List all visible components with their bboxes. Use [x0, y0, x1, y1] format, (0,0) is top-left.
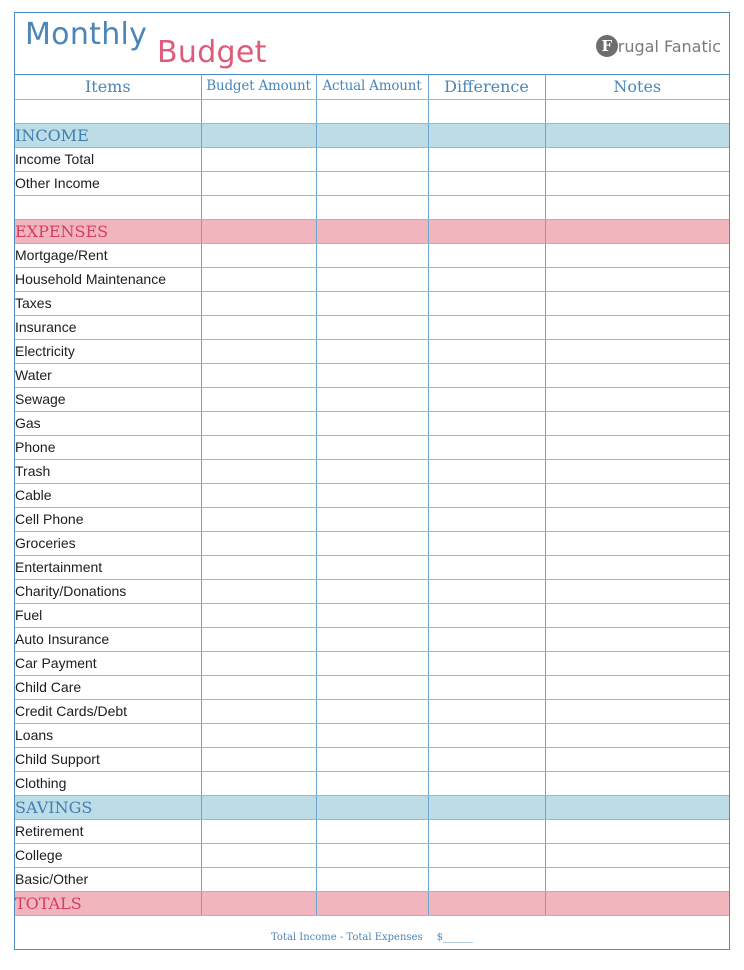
entry-cell[interactable]: [201, 843, 316, 867]
entry-cell[interactable]: [201, 891, 316, 915]
entry-cell[interactable]: [428, 459, 545, 483]
entry-cell[interactable]: [316, 315, 428, 339]
entry-cell[interactable]: [545, 363, 729, 387]
entry-cell[interactable]: [201, 627, 316, 651]
entry-cell[interactable]: [316, 459, 428, 483]
table-row: [15, 387, 729, 411]
entry-cell[interactable]: [316, 99, 428, 123]
entry-cell[interactable]: [201, 219, 316, 243]
table-row: [15, 819, 729, 843]
title-monthly: Monthly: [25, 17, 148, 52]
entry-cell[interactable]: [428, 243, 545, 267]
entry-cell[interactable]: [316, 531, 428, 555]
entry-cell[interactable]: [428, 699, 545, 723]
entry-cell[interactable]: [316, 507, 428, 531]
entry-cell[interactable]: [201, 411, 316, 435]
entry-cell[interactable]: [201, 603, 316, 627]
savings-section-row: [15, 795, 729, 819]
entry-cell[interactable]: [201, 387, 316, 411]
entry-cell[interactable]: [428, 723, 545, 747]
entry-cell[interactable]: [201, 507, 316, 531]
column-header-notes: Notes: [545, 74, 729, 99]
entry-cell[interactable]: [428, 747, 545, 771]
entry-cell[interactable]: [201, 147, 316, 171]
entry-cell[interactable]: [316, 819, 428, 843]
entry-cell[interactable]: [428, 291, 545, 315]
entry-cell[interactable]: [428, 891, 545, 915]
entry-cell[interactable]: [428, 819, 545, 843]
income-section-label: INCOME: [15, 123, 201, 147]
entry-cell[interactable]: [545, 723, 729, 747]
income-section-row: [15, 123, 729, 147]
entry-cell[interactable]: [201, 243, 316, 267]
entry-cell[interactable]: [201, 267, 316, 291]
entry-cell[interactable]: [316, 387, 428, 411]
item-label: College: [15, 843, 201, 867]
entry-cell[interactable]: [545, 219, 729, 243]
entry-cell[interactable]: [201, 483, 316, 507]
entry-cell[interactable]: [201, 195, 316, 219]
entry-cell[interactable]: [545, 867, 729, 891]
entry-cell[interactable]: [428, 147, 545, 171]
entry-cell[interactable]: [545, 459, 729, 483]
entry-cell[interactable]: [545, 387, 729, 411]
entry-cell[interactable]: [201, 867, 316, 891]
entry-cell[interactable]: [316, 363, 428, 387]
table-row: [15, 267, 729, 291]
column-header-items: Items: [15, 74, 201, 99]
entry-cell[interactable]: [545, 795, 729, 819]
item-label: Mortgage/Rent: [15, 243, 201, 267]
entry-cell[interactable]: [316, 771, 428, 795]
item-label: Other Income: [15, 171, 201, 195]
table-row: [15, 771, 729, 795]
item-label: Entertainment: [15, 555, 201, 579]
entry-cell[interactable]: [545, 507, 729, 531]
entry-cell[interactable]: [201, 651, 316, 675]
entry-cell[interactable]: [201, 291, 316, 315]
entry-cell[interactable]: [316, 699, 428, 723]
entry-cell[interactable]: [316, 627, 428, 651]
entry-cell[interactable]: [316, 171, 428, 195]
column-header-row: [15, 74, 729, 99]
item-label: Car Payment: [15, 651, 201, 675]
entry-cell[interactable]: [428, 171, 545, 195]
item-label: Phone: [15, 435, 201, 459]
item-label: Basic/Other: [15, 867, 201, 891]
entry-cell[interactable]: [428, 315, 545, 339]
entry-cell[interactable]: [545, 843, 729, 867]
table-row: [15, 435, 729, 459]
entry-cell[interactable]: [316, 267, 428, 291]
entry-cell[interactable]: [201, 531, 316, 555]
footer-formula: Total Income - Total Expenses: [271, 932, 423, 943]
column-header-difference: Difference: [428, 74, 545, 99]
entry-cell[interactable]: [316, 747, 428, 771]
entry-cell[interactable]: [428, 435, 545, 459]
entry-cell[interactable]: [201, 771, 316, 795]
entry-cell[interactable]: [428, 219, 545, 243]
table-row: [15, 579, 729, 603]
totals-section-label: TOTALS: [15, 891, 201, 915]
entry-cell[interactable]: [428, 675, 545, 699]
entry-cell[interactable]: [316, 123, 428, 147]
table-row: [15, 339, 729, 363]
table-row: [15, 747, 729, 771]
entry-cell[interactable]: [316, 147, 428, 171]
entry-cell[interactable]: [545, 483, 729, 507]
item-label: Sewage: [15, 387, 201, 411]
entry-cell[interactable]: [316, 723, 428, 747]
entry-cell[interactable]: [545, 771, 729, 795]
entry-cell[interactable]: [201, 747, 316, 771]
table-row: [15, 411, 729, 435]
entry-cell[interactable]: [428, 843, 545, 867]
entry-cell[interactable]: [428, 483, 545, 507]
entry-cell[interactable]: [316, 435, 428, 459]
column-header-actual-amount: Actual Amount: [316, 74, 428, 99]
title-budget: Budget: [157, 35, 267, 70]
entry-cell[interactable]: [428, 411, 545, 435]
entry-cell[interactable]: [545, 555, 729, 579]
entry-cell[interactable]: [201, 795, 316, 819]
item-label: Gas: [15, 411, 201, 435]
entry-cell[interactable]: [201, 171, 316, 195]
entry-cell[interactable]: [545, 819, 729, 843]
entry-cell[interactable]: [428, 771, 545, 795]
entry-cell[interactable]: [545, 315, 729, 339]
entry-cell[interactable]: [201, 339, 316, 363]
entry-cell[interactable]: [545, 699, 729, 723]
entry-cell[interactable]: [545, 171, 729, 195]
entry-cell[interactable]: [316, 603, 428, 627]
entry-cell[interactable]: [428, 531, 545, 555]
entry-cell[interactable]: [316, 651, 428, 675]
item-label: Auto Insurance: [15, 627, 201, 651]
table-row: [15, 843, 729, 867]
blank-item-cell[interactable]: [15, 195, 201, 219]
entry-cell[interactable]: [201, 723, 316, 747]
item-label: Household Maintenance: [15, 267, 201, 291]
item-label: Child Care: [15, 675, 201, 699]
blank-row: [15, 99, 729, 123]
footer-blank: $______: [436, 932, 473, 943]
entry-cell[interactable]: [428, 627, 545, 651]
item-label: Clothing: [15, 771, 201, 795]
entry-cell[interactable]: [545, 195, 729, 219]
entry-cell[interactable]: [201, 123, 316, 147]
entry-cell[interactable]: [428, 99, 545, 123]
item-label: Child Support: [15, 747, 201, 771]
table-row: [15, 555, 729, 579]
item-label: Trash: [15, 459, 201, 483]
table-row: [15, 291, 729, 315]
entry-cell[interactable]: [545, 291, 729, 315]
table-row: [15, 531, 729, 555]
item-label: Insurance: [15, 315, 201, 339]
entry-cell[interactable]: [316, 891, 428, 915]
entry-cell[interactable]: [545, 243, 729, 267]
item-label: Income Total: [15, 147, 201, 171]
entry-cell[interactable]: [201, 315, 316, 339]
table-row: [15, 459, 729, 483]
table-row: [15, 867, 729, 891]
expenses-section-row: [15, 219, 729, 243]
entry-cell[interactable]: [428, 603, 545, 627]
item-label: Charity/Donations: [15, 579, 201, 603]
entry-cell[interactable]: [201, 699, 316, 723]
table-row: [15, 315, 729, 339]
entry-cell[interactable]: [545, 339, 729, 363]
entry-cell[interactable]: [316, 579, 428, 603]
item-label: Credit Cards/Debt: [15, 699, 201, 723]
table-row: [15, 243, 729, 267]
entry-cell[interactable]: [545, 123, 729, 147]
entry-cell[interactable]: [316, 555, 428, 579]
entry-cell[interactable]: [201, 819, 316, 843]
table-row: [15, 675, 729, 699]
entry-cell[interactable]: [201, 459, 316, 483]
item-label: Cable: [15, 483, 201, 507]
item-label: Electricity: [15, 339, 201, 363]
entry-cell[interactable]: [428, 507, 545, 531]
entry-cell[interactable]: [201, 579, 316, 603]
entry-cell[interactable]: [428, 267, 545, 291]
item-label: Fuel: [15, 603, 201, 627]
brand-name: rugal Fanatic: [617, 36, 721, 56]
table-row: [15, 651, 729, 675]
item-label: Taxes: [15, 291, 201, 315]
entry-cell[interactable]: [428, 387, 545, 411]
totals-section-row: [15, 891, 729, 915]
table-row: [15, 147, 729, 171]
table-row: [15, 723, 729, 747]
entry-cell[interactable]: [545, 435, 729, 459]
entry-cell[interactable]: [545, 627, 729, 651]
blank-item-cell[interactable]: [15, 99, 201, 123]
brand-initial-icon: F: [596, 35, 618, 57]
budget-table: [15, 74, 729, 916]
entry-cell[interactable]: [201, 435, 316, 459]
table-row: [15, 363, 729, 387]
entry-cell[interactable]: [428, 195, 545, 219]
item-label: Water: [15, 363, 201, 387]
budget-table-body: [15, 99, 729, 915]
entry-cell[interactable]: [316, 411, 428, 435]
item-label: Retirement: [15, 819, 201, 843]
column-header-budget-amount: Budget Amount: [201, 74, 316, 99]
entry-cell[interactable]: [316, 219, 428, 243]
item-label: Cell Phone: [15, 507, 201, 531]
entry-cell[interactable]: [428, 579, 545, 603]
savings-section-label: SAVINGS: [15, 795, 201, 819]
entry-cell[interactable]: [316, 867, 428, 891]
entry-cell[interactable]: [545, 603, 729, 627]
sheet-header: [15, 13, 729, 75]
entry-cell[interactable]: [316, 795, 428, 819]
table-row: [15, 483, 729, 507]
budget-sheet: [14, 12, 730, 950]
entry-cell[interactable]: [316, 291, 428, 315]
entry-cell[interactable]: [201, 675, 316, 699]
entry-cell[interactable]: [428, 339, 545, 363]
entry-cell[interactable]: [316, 195, 428, 219]
table-row: [15, 171, 729, 195]
entry-cell[interactable]: [316, 483, 428, 507]
entry-cell[interactable]: [545, 891, 729, 915]
footer-formula-line: [15, 926, 729, 949]
entry-cell[interactable]: [545, 747, 729, 771]
entry-cell[interactable]: [545, 651, 729, 675]
entry-cell[interactable]: [545, 147, 729, 171]
entry-cell[interactable]: [428, 123, 545, 147]
entry-cell[interactable]: [428, 363, 545, 387]
entry-cell[interactable]: [545, 99, 729, 123]
item-label: Loans: [15, 723, 201, 747]
entry-cell[interactable]: [316, 843, 428, 867]
table-row: [15, 603, 729, 627]
entry-cell[interactable]: [545, 579, 729, 603]
entry-cell[interactable]: [545, 675, 729, 699]
entry-cell[interactable]: [545, 411, 729, 435]
entry-cell[interactable]: [428, 795, 545, 819]
blank-row: [15, 195, 729, 219]
entry-cell[interactable]: [428, 867, 545, 891]
entry-cell[interactable]: [316, 339, 428, 363]
entry-cell[interactable]: [428, 651, 545, 675]
entry-cell[interactable]: [316, 675, 428, 699]
table-row: [15, 627, 729, 651]
entry-cell[interactable]: [428, 555, 545, 579]
expenses-section-label: EXPENSES: [15, 219, 201, 243]
entry-cell[interactable]: [201, 363, 316, 387]
entry-cell[interactable]: [316, 243, 428, 267]
entry-cell[interactable]: [545, 267, 729, 291]
table-row: [15, 507, 729, 531]
entry-cell[interactable]: [545, 531, 729, 555]
item-label: Groceries: [15, 531, 201, 555]
table-row: [15, 699, 729, 723]
entry-cell[interactable]: [201, 555, 316, 579]
brand-logo: [596, 35, 721, 57]
entry-cell[interactable]: [201, 99, 316, 123]
